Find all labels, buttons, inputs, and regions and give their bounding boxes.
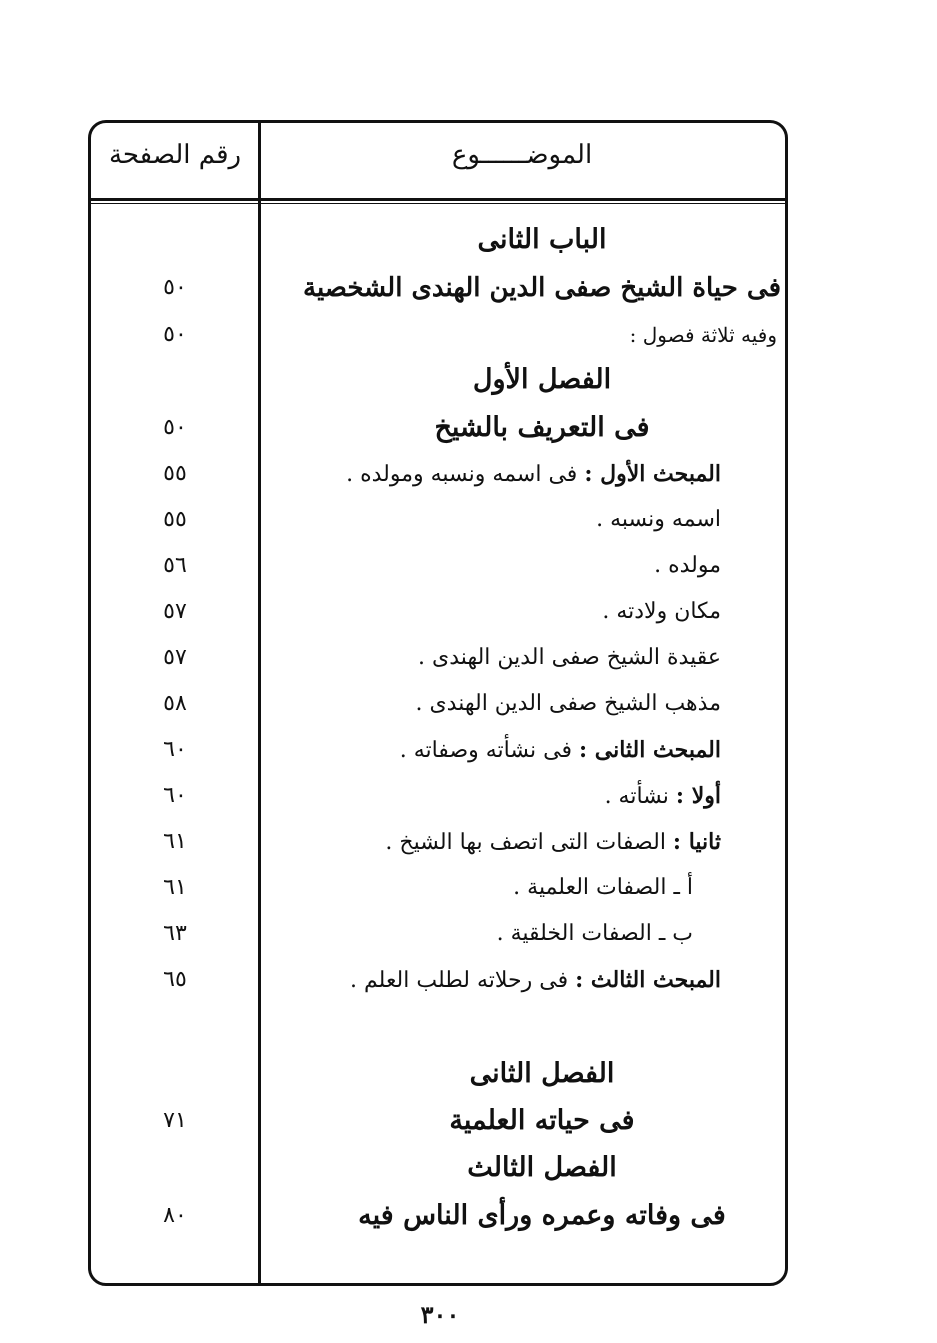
toc-row (0, 408, 937, 448)
toc-row (0, 822, 937, 862)
toc-entry-lead: المبحث الثالث : (575, 967, 721, 993)
page-number: ٥٧ (163, 599, 187, 624)
page-number: ٥٠ (163, 415, 187, 440)
toc-row (0, 684, 937, 724)
chapter-heading: فى التعريف بالشيخ (434, 412, 650, 443)
footer-page-number: ٣٠٠ (420, 1300, 460, 1329)
toc-entry: أ ـ الصفات العلمية . (513, 875, 693, 900)
page-number: ٦٣ (163, 921, 187, 946)
toc-entry: عقيدة الشيخ صفى الدين الهندى . (418, 645, 721, 670)
page-number: ٧١ (163, 1108, 187, 1133)
page-number: ٥٥ (163, 461, 187, 486)
toc-row (0, 1101, 937, 1141)
toc-entry-text: الصفات التى اتصف بها الشيخ . (385, 830, 673, 855)
toc-entry-lead: ثانيا : (672, 829, 721, 855)
page-number: ٥٨ (163, 691, 187, 716)
toc-entry: وفيه ثلاثة فصول : (629, 323, 777, 347)
toc-entry (346, 454, 721, 495)
toc-row (0, 868, 937, 908)
toc-entry-text: نشأته . (604, 784, 676, 809)
toc-entry (385, 822, 721, 863)
toc-entry-lead: المبحث الثانى : (578, 737, 721, 763)
toc-entry-text: فى رحلاته لطلب العلم . (350, 968, 576, 993)
page-number: ٥٠ (163, 275, 187, 300)
toc-entry: ب ـ الصفات الخلقية . (496, 921, 693, 946)
toc-row (0, 220, 937, 260)
toc-entry-lead: المبحث الأول : (584, 461, 721, 487)
toc-row (0, 546, 937, 586)
page-number: ٦٥ (163, 967, 187, 992)
toc-entry (350, 960, 721, 1001)
toc-row (0, 1196, 937, 1236)
page-number: ٦٠ (163, 783, 187, 808)
toc-entry (605, 776, 721, 817)
page-number: ٥٥ (163, 507, 187, 532)
column-header-topic: الموضــــــوع (451, 140, 593, 170)
toc-entry: اسمه ونسبه . (596, 507, 721, 532)
toc-entry-lead: أولا : (675, 783, 721, 809)
toc-row (0, 914, 937, 954)
toc-row (0, 638, 937, 678)
toc-entry: مولده . (654, 553, 721, 578)
toc-row (0, 1148, 937, 1188)
toc-entry: مذهب الشيخ صفى الدين الهندى . (415, 691, 721, 716)
toc-entry (400, 730, 721, 771)
header-divider-secondary (88, 203, 788, 204)
toc-row (0, 592, 937, 632)
toc-row (0, 500, 937, 540)
chapter-heading: الفصل الثالث (467, 1152, 617, 1183)
chapter-heading: الفصل الأول (472, 364, 612, 395)
toc-row (0, 360, 937, 400)
chapter-heading: فى حياته العلمية (449, 1105, 635, 1136)
header-divider (88, 198, 788, 201)
toc-row (0, 960, 937, 1000)
toc-entry-text: فى اسمه ونسبه ومولده . (346, 462, 585, 487)
page-number: ٥٦ (163, 553, 187, 578)
toc-row (0, 776, 937, 816)
toc-row (0, 1054, 937, 1094)
page-number: ٦١ (163, 875, 187, 900)
chapter-heading: الفصل الثانى (469, 1058, 615, 1089)
section-heading: الباب الثانى (477, 224, 607, 255)
page-number: ٨٠ (163, 1203, 187, 1228)
toc-entry: مكان ولادته . (602, 599, 721, 624)
column-header-page-number: رقم الصفحة (108, 140, 242, 170)
page-number: ٦١ (163, 829, 187, 854)
toc-entry-text: فى نشأته وصفاته . (399, 738, 579, 763)
toc-row (0, 315, 937, 355)
chapter-heading: فى وفاته وعمره ورأى الناس فيه (358, 1200, 726, 1231)
page-number: ٦٠ (163, 737, 187, 762)
toc-row (0, 268, 937, 308)
page-number: ٥٠ (163, 322, 187, 347)
section-heading: فى حياة الشيخ صفى الدين الهندى الشخصية (303, 273, 781, 303)
toc-row (0, 454, 937, 494)
page-number: ٥٧ (163, 645, 187, 670)
toc-row (0, 730, 937, 770)
